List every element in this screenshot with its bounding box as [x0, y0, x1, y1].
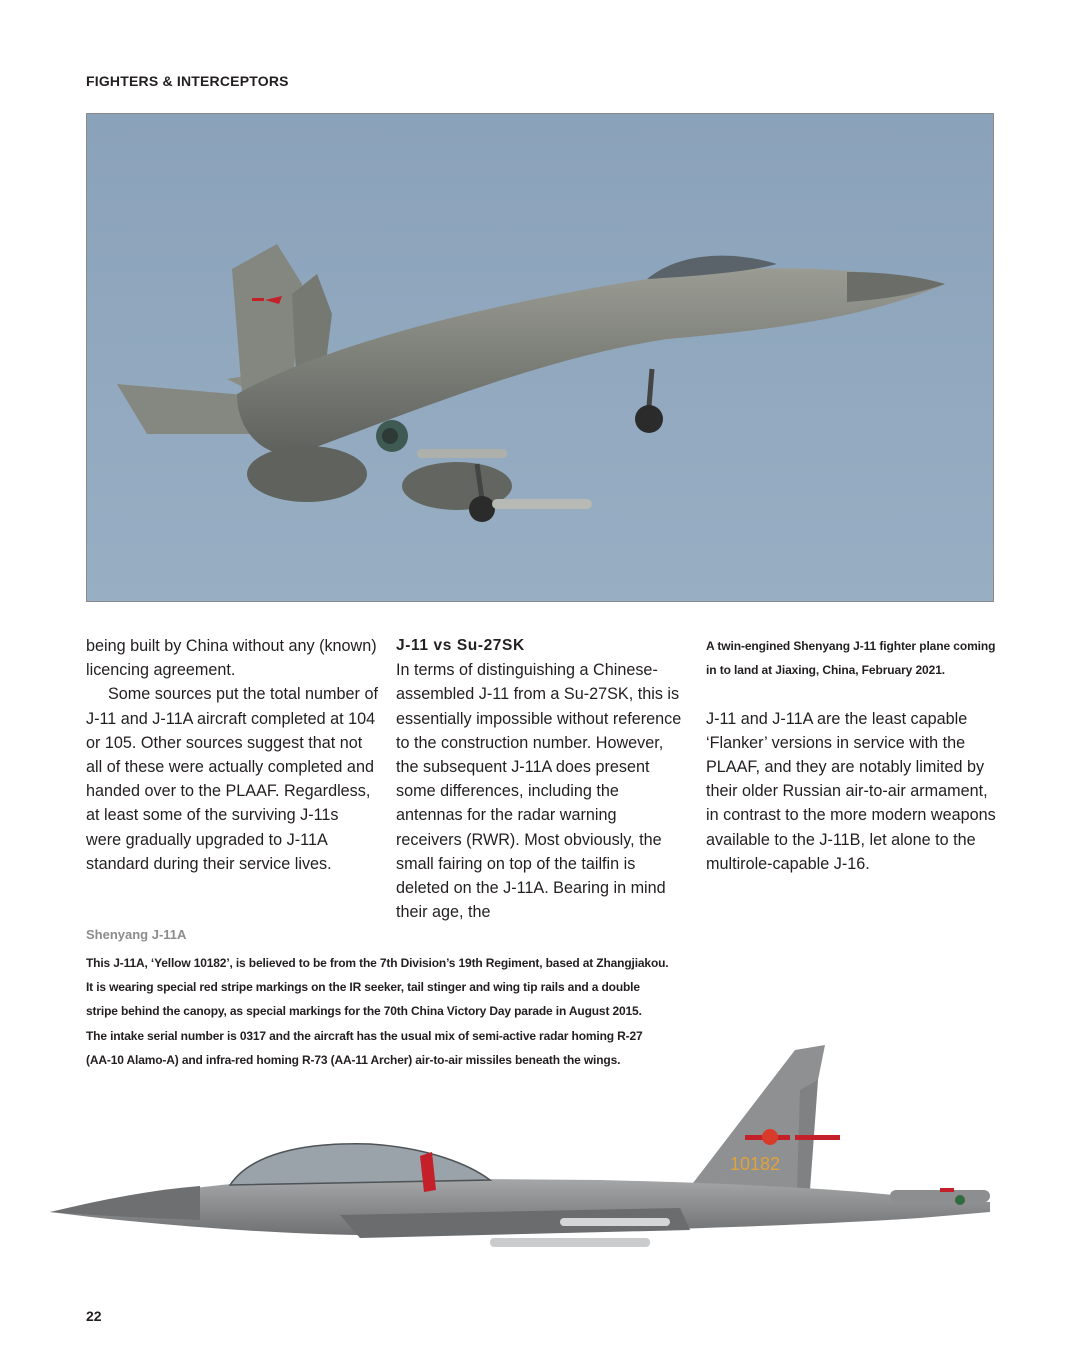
column-1-paragraph-2: Some sources put the total number of J-11 and J-11A aircraft completed at 104 or 105. Other sources suggest that not all of these were actually completed and handed over to the PLAAF. Regardless, at least some of the surviving J-11s were gradually upgraded to J-11A standard during their service lives. — [86, 685, 378, 873]
column-2-paragraph-1: In terms of distinguishing a Chinese-assembled J-11 from a Su-27SK, this is essentially impossible without reference to the construction number. However, the subsequent J-11A does present some differences, including the antennas for the radar warning receivers (RWR). Most obviously, the small fairing on top of the tailfin is deleted on the J-11A. Bearing in mind their age, the — [396, 661, 682, 922]
page-number: 22 — [86, 1308, 102, 1324]
section-label: FIGHTERS & INTERCEPTORS — [86, 73, 289, 89]
profile-caption-line: The intake serial number is 0317 and the aircraft has the usual mix of semi-active radar homing R-27 — [86, 1028, 643, 1043]
column-2-subhead: J-11 vs Su-27SK — [396, 637, 525, 654]
profile-caption-line: This J-11A, ‘Yellow 10182’, is believed to be from the 7th Division’s 19th Regiment, based at Zhangjiakou. — [86, 956, 669, 970]
profile-caption-line: It is wearing special red stripe markings on the IR seeker, tail stinger and wing tip rails and a double — [86, 980, 640, 995]
column-1-paragraph-1: being built by China without any (known) licencing agreement. — [86, 637, 377, 680]
column-1 — [86, 634, 378, 876]
column-3 — [706, 634, 998, 876]
tail-number: 10182 — [730, 1154, 781, 1174]
column-3-paragraph-1: J-11 and J-11A are the least capable ‘Flanker’ versions in service with the PLAAF, and they are notably limited by their older Russian air-to-air armament, in contrast to the more modern weapons available to the J-11B, let alone to the multirole-capable J-16. — [706, 709, 996, 873]
profile-caption-line: (AA-10 Alamo-A) and infra-red homing R-73 (AA-11 Archer) air-to-air missiles beneath the wings. — [86, 1052, 621, 1067]
photo-caption: A twin-engined Shenyang J-11 fighter plane coming in to land at Jiaxing, China, February 2021. — [706, 639, 996, 678]
j11-flight-illustration — [87, 114, 994, 602]
column-2 — [396, 634, 686, 924]
aircraft-photo — [86, 113, 994, 602]
aircraft-profile-illustration — [40, 1040, 1000, 1295]
profile-caption-line: stripe behind the canopy, as special markings for the 70th China Victory Day parade in August 2015. — [86, 1004, 642, 1019]
profile-title: Shenyang J-11A — [86, 927, 187, 942]
